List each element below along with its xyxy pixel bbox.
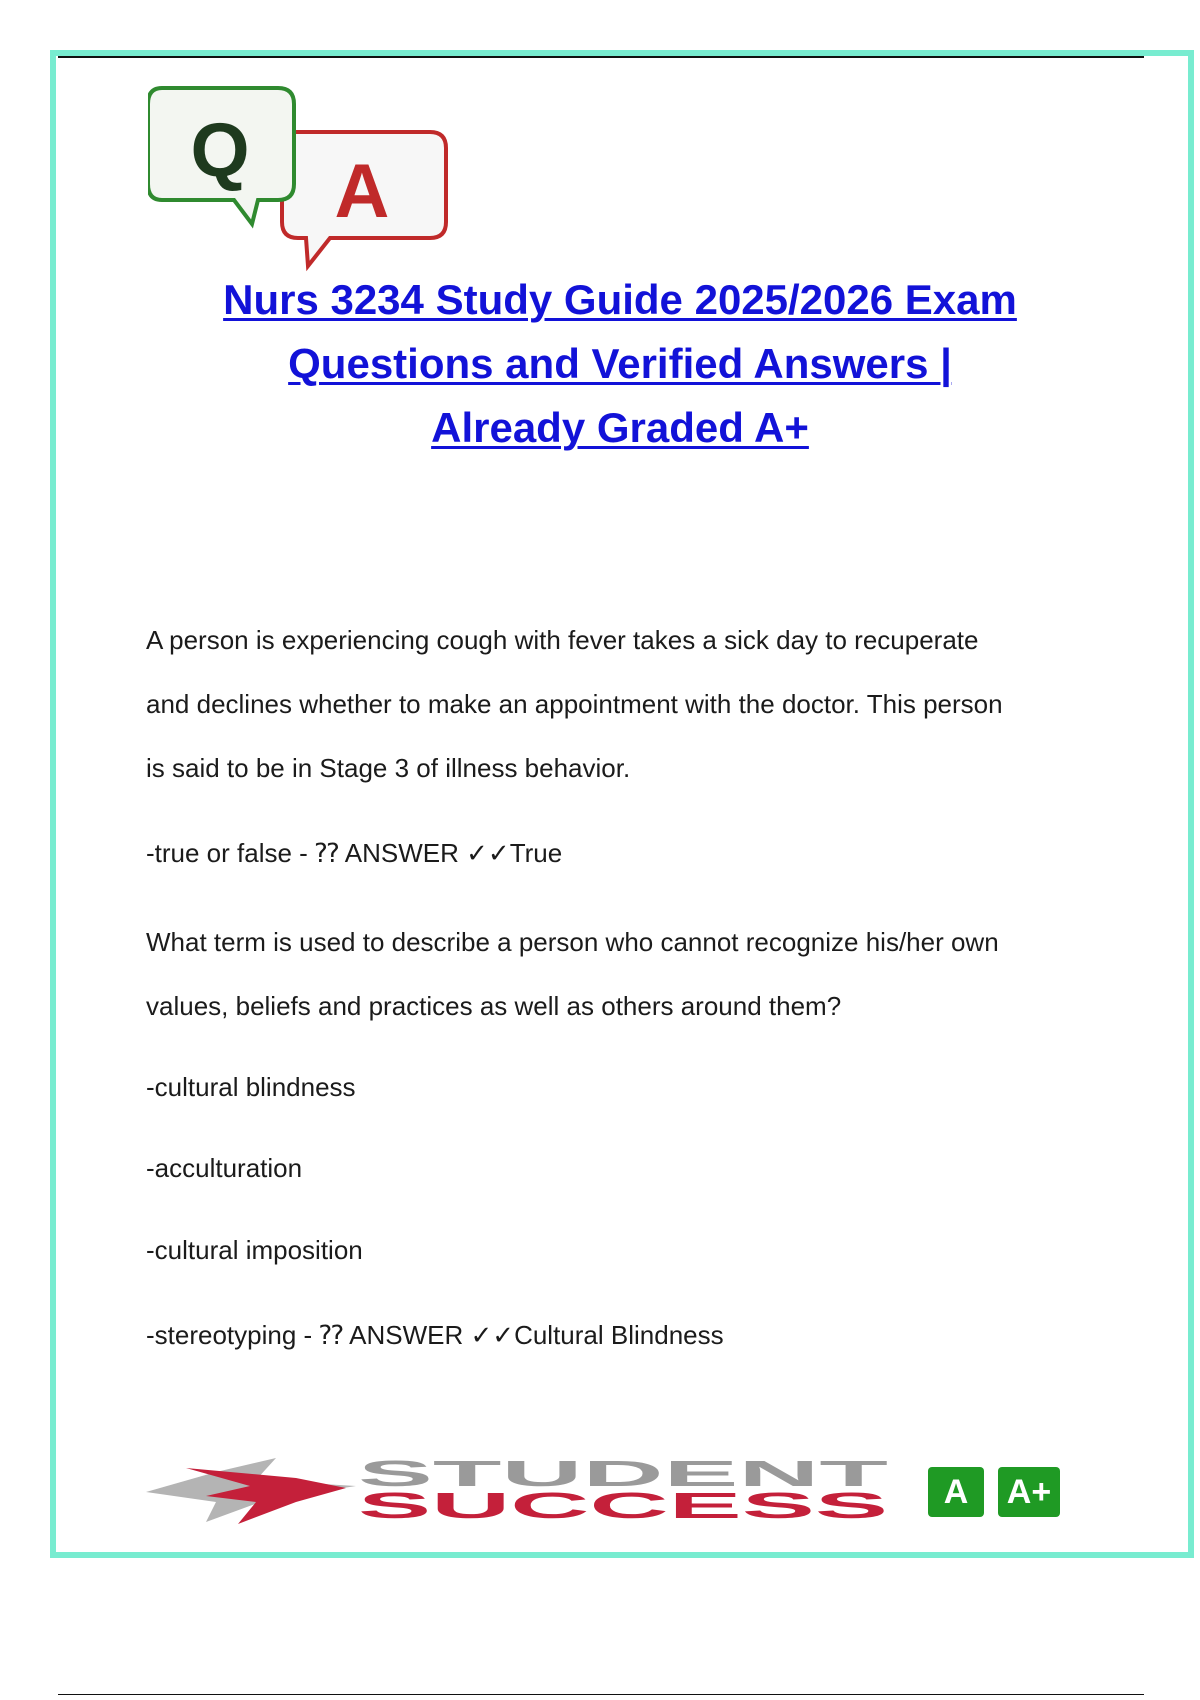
question-1-answer: -true or false - ⁇ ANSWER ✓✓True <box>146 838 563 868</box>
question-2-answer: -stereotyping - ⁇ ANSWER ✓✓Cultural Blindness <box>146 1320 724 1350</box>
q-letter: Q <box>190 108 250 193</box>
question-1-line: is said to be in Stage 3 of illness behavior. <box>146 753 631 783</box>
brand-success: SUCCESS <box>358 1485 888 1524</box>
title-line: Nurs 3234 Study Guide 2025/2026 Exam <box>223 276 1017 323</box>
title-line: Already Graded A+ <box>431 404 809 451</box>
grade-badge-a: A <box>928 1467 984 1517</box>
question-1-line: and declines whether to make an appointment with the doctor. This person <box>146 689 1003 719</box>
question-2-line: What term is used to describe a person who cannot recognize his/her own <box>146 927 999 957</box>
grade-badge-a-plus: A+ <box>998 1467 1060 1517</box>
question-2-option: -cultural blindness <box>146 1072 356 1102</box>
question-2-line: values, beliefs and practices as well as others around them? <box>146 991 842 1021</box>
brand-student: STUDENT <box>358 1453 889 1494</box>
question-2-option: -acculturation <box>146 1153 303 1183</box>
bottom-rule <box>58 1694 1144 1695</box>
document-title[interactable] <box>140 268 1100 460</box>
title-line: Questions and Verified Answers | <box>288 340 952 387</box>
a-letter: A <box>334 149 390 234</box>
qa-speech-bubbles-logo <box>148 82 458 272</box>
question-1-line: A person is experiencing cough with fever takes a sick day to recuperate <box>146 625 979 655</box>
question-2-option: -cultural imposition <box>146 1235 363 1265</box>
